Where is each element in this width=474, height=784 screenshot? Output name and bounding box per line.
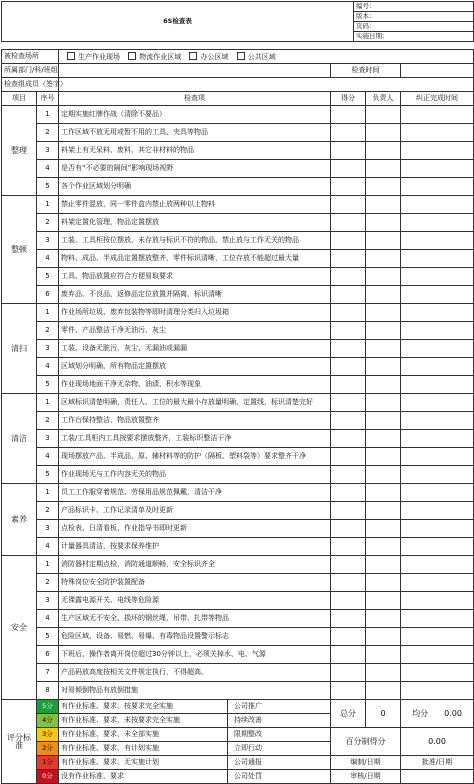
score-level-desc <box>59 742 331 756</box>
deadline-cell[interactable] <box>401 646 474 664</box>
checklist-row <box>2 430 474 448</box>
deadline-cell[interactable] <box>401 448 474 466</box>
checklist-row <box>2 682 474 700</box>
checklist-row <box>2 232 474 250</box>
row-number: 2 <box>37 214 59 232</box>
checklist-row <box>2 178 474 196</box>
score-level-desc <box>59 770 331 784</box>
row-item-text: 生产区域无不安全、损坏的钢丝绳、吊带、扎带等物品 <box>59 610 331 628</box>
row-number: 4 <box>37 610 59 628</box>
checklist-row <box>2 664 474 682</box>
row-item-text: 消防器材定期点检，消防通道顺畅，安全标识齐全 <box>59 556 331 574</box>
sheet-header <box>1 1 474 42</box>
checklist-row <box>2 538 474 556</box>
row-number: 4 <box>37 160 59 178</box>
checklist-row <box>2 268 474 286</box>
checklist-row <box>2 250 474 268</box>
score-cell[interactable] <box>331 538 366 556</box>
deadline-cell[interactable] <box>401 340 474 358</box>
row-number: 5 <box>37 628 59 646</box>
score-cell[interactable] <box>331 250 366 268</box>
area-option-label: 生产作业现场 <box>78 53 120 61</box>
score-level-value: 0分 <box>37 773 58 780</box>
score-cell[interactable] <box>331 628 366 646</box>
score-cell[interactable] <box>331 574 366 592</box>
score-level-badge <box>37 742 59 756</box>
row-item-text: 工装、工具柜按位摆放，未存放与标识不符的物品，禁止放与工作无关的物品 <box>59 232 331 250</box>
deadline-cell[interactable] <box>401 394 474 412</box>
score-cell[interactable] <box>331 502 366 520</box>
owner-cell[interactable] <box>366 142 401 160</box>
score-level-desc <box>59 756 331 770</box>
row-number: 2 <box>37 574 59 592</box>
score-cell[interactable] <box>331 556 366 574</box>
deadline-cell[interactable] <box>401 628 474 646</box>
row-item-text: 产品标识卡、工作记录清单及时更新 <box>59 502 331 520</box>
area-option-label: 公共区域 <box>247 53 276 61</box>
col-no: 序号 <box>37 92 59 106</box>
checklist-row <box>2 412 474 430</box>
owner-cell[interactable] <box>366 664 401 682</box>
score-level-text: 有作业标准、要求，未全部实施 <box>61 730 159 738</box>
score-level-text: 有作业标准、要求，有计划实施 <box>61 744 159 752</box>
row-item-text: 禁止零件混放，同一零件盒内禁止放两种以上物料 <box>59 196 331 214</box>
owner-cell[interactable] <box>366 304 401 322</box>
score-cell[interactable] <box>331 322 366 340</box>
row-item-text: 各个作业区域划分明确 <box>59 178 331 196</box>
section-name: 清洁 <box>2 394 37 484</box>
deadline-cell[interactable] <box>401 466 474 484</box>
checklist-row <box>2 484 474 502</box>
row-number: 2 <box>37 124 59 142</box>
row-item-text: 点检表、日清看板、作业指导书即时更新 <box>59 520 331 538</box>
deadline-cell[interactable] <box>401 682 474 700</box>
row-item-text: 作业现场无与工作内容无关的物品 <box>59 466 331 484</box>
row-item-text: 工作台保持整洁，物品放置整齐 <box>59 412 331 430</box>
row-item-text: 工装、设备无脏污，灰尘，无漏油或漏漏 <box>59 340 331 358</box>
col-item: 检查项 <box>59 92 331 106</box>
score-cell[interactable] <box>331 286 366 304</box>
row-number: 4 <box>37 358 59 376</box>
deadline-cell[interactable] <box>401 268 474 286</box>
scoring-row <box>2 770 474 784</box>
deadline-cell[interactable] <box>401 124 474 142</box>
row-number: 2 <box>37 322 59 340</box>
score-cell[interactable] <box>331 664 366 682</box>
row-item-text: 作业现场地面干净无杂物、油渍、积水等现象 <box>59 376 331 394</box>
score-cell[interactable] <box>331 358 366 376</box>
row-item-text: 作业场所垃圾、废弃包装物等即时清理分类归入垃圾箱 <box>59 304 331 322</box>
checklist-row <box>2 124 474 142</box>
score-level-value: 5分 <box>37 703 58 710</box>
checkbox-area-office[interactable] <box>189 52 197 60</box>
score-level-text: 有作业标准、要求，无实施计划 <box>61 758 159 766</box>
score-cell[interactable] <box>331 340 366 358</box>
row-number: 5 <box>37 376 59 394</box>
time-label: 检查时间 <box>331 64 401 78</box>
score-cell[interactable] <box>331 466 366 484</box>
row-number: 5 <box>37 268 59 286</box>
members-label: 检查组成员（签字） <box>2 78 59 92</box>
owner-cell[interactable] <box>366 232 401 250</box>
row-item-text: 危险区域、设备、易燃、易爆、有毒物品设置警示标志 <box>59 628 331 646</box>
checklist-row <box>2 304 474 322</box>
dept-label: 所属部门/科/班组 <box>2 64 59 78</box>
owner-cell[interactable] <box>366 412 401 430</box>
meta-version: 版本： <box>354 12 474 22</box>
score-level-value: 3分 <box>37 731 58 738</box>
checklist-row <box>2 502 474 520</box>
owner-cell[interactable] <box>366 340 401 358</box>
owner-cell[interactable] <box>366 268 401 286</box>
score-cell[interactable] <box>331 304 366 322</box>
score-cell[interactable] <box>331 214 366 232</box>
owner-cell[interactable] <box>366 286 401 304</box>
row-number: 3 <box>37 340 59 358</box>
score-level-desc <box>59 700 331 714</box>
score-cell[interactable] <box>331 412 366 430</box>
scoring-label: 评分标准 <box>2 700 37 784</box>
prepared-label: 编制/日期 <box>331 756 401 770</box>
checklist-row <box>2 376 474 394</box>
total-label: 总分 <box>331 700 366 728</box>
deadline-cell[interactable] <box>401 214 474 232</box>
deadline-cell[interactable] <box>401 250 474 268</box>
score-cell[interactable] <box>331 106 366 124</box>
row-item-text: 废弃品、不良品，返修品定位放置并隔离，标识清晰 <box>59 286 331 304</box>
row-item-text: 是否有“不必要的隔间”影响现场视野 <box>59 160 331 178</box>
score-level-value: 4分 <box>37 717 58 724</box>
score-level-badge <box>37 700 59 714</box>
section-name: 整顿 <box>2 196 37 304</box>
deadline-cell[interactable] <box>401 196 474 214</box>
score-level-text: 没有作业标准、要求 <box>61 772 124 780</box>
deadline-cell[interactable] <box>401 358 474 376</box>
score-level-result: 公司推广 <box>227 700 332 713</box>
deadline-cell[interactable] <box>401 286 474 304</box>
row-number: 5 <box>37 466 59 484</box>
row-item-text: 现场摆放产品、半成品、原、辅材料等的防护（隔板、塑料袋等）要求整齐干净 <box>59 448 331 466</box>
row-item-text: 物料、成品、半成品定置摆放整齐，零件标识清晰，工位存放不能超过最大量 <box>59 250 331 268</box>
deadline-cell[interactable] <box>401 412 474 430</box>
deadline-cell[interactable] <box>401 664 474 682</box>
score-level-text: 有作业标准、要求，未按要求完全实施 <box>61 716 180 724</box>
deadline-cell[interactable] <box>401 574 474 592</box>
score-cell[interactable] <box>331 520 366 538</box>
owner-cell[interactable] <box>366 538 401 556</box>
score-cell[interactable] <box>331 142 366 160</box>
approved-label: 批准/日期 <box>401 756 474 770</box>
owner-cell[interactable] <box>366 520 401 538</box>
checklist-row <box>2 466 474 484</box>
checklist-row <box>2 394 474 412</box>
score-level-desc <box>59 714 331 728</box>
owner-cell[interactable] <box>366 394 401 412</box>
row-number: 5 <box>37 178 59 196</box>
row-number: 1 <box>37 484 59 502</box>
owner-cell[interactable] <box>366 376 401 394</box>
score-level-result: 限期整改 <box>227 728 332 741</box>
checklist-row <box>2 214 474 232</box>
row-number: 1 <box>37 556 59 574</box>
row-item-text: 区域标识清楚明确，责任人、工位的最大最小存放量明确，定置线，标识清楚完好 <box>59 394 331 412</box>
score-cell[interactable] <box>331 268 366 286</box>
section-name: 素养 <box>2 484 37 556</box>
col-score: 得分 <box>331 92 366 106</box>
row-number: 7 <box>37 664 59 682</box>
checklist-row <box>2 106 474 124</box>
checklist-row <box>2 160 474 178</box>
score-level-value: 2分 <box>37 745 58 752</box>
row-number: 4 <box>37 448 59 466</box>
col-owner: 负责人 <box>366 92 401 106</box>
score-cell[interactable] <box>331 592 366 610</box>
score-cell[interactable] <box>331 394 366 412</box>
total-value: 0 <box>366 700 401 728</box>
owner-cell[interactable] <box>366 610 401 628</box>
avg-label: 均分 <box>412 708 429 718</box>
owner-cell[interactable] <box>366 250 401 268</box>
score-cell[interactable] <box>331 160 366 178</box>
row-item-text: 产品码放高度按相关文件规定执行，不得超高。 <box>59 664 331 682</box>
row-number: 8 <box>37 682 59 700</box>
row-number: 4 <box>37 250 59 268</box>
avg-cell <box>401 700 474 728</box>
row-number: 1 <box>37 196 59 214</box>
row-number: 1 <box>37 394 59 412</box>
review-label: 审核/日期 <box>331 770 401 784</box>
deadline-cell[interactable] <box>401 142 474 160</box>
checklist-row <box>2 358 474 376</box>
owner-cell[interactable] <box>366 682 401 700</box>
deadline-cell[interactable] <box>401 322 474 340</box>
deadline-cell[interactable] <box>401 610 474 628</box>
score-cell[interactable] <box>331 376 366 394</box>
score-level-badge <box>37 756 59 770</box>
row-item-text: 区域划分明确，所有物品定置摆放 <box>59 358 331 376</box>
area-label: 被检查场所 <box>2 50 59 64</box>
row-number: 2 <box>37 412 59 430</box>
section-name: 清扫 <box>2 304 37 394</box>
checklist-row <box>2 646 474 664</box>
avg-value: 0.00 <box>444 708 462 718</box>
checklist-row <box>2 628 474 646</box>
row-number: 4 <box>37 538 59 556</box>
deadline-cell[interactable] <box>401 430 474 448</box>
row-number: 3 <box>37 232 59 250</box>
score-level-result: 公司处罚 <box>227 770 332 783</box>
row-item-text: 无裸露电源开关、电线等危险源 <box>59 592 331 610</box>
deadline-cell[interactable] <box>401 520 474 538</box>
owner-cell[interactable] <box>366 358 401 376</box>
checklist-row <box>2 592 474 610</box>
time-field[interactable] <box>401 64 474 78</box>
deadline-cell[interactable] <box>401 538 474 556</box>
owner-cell[interactable] <box>366 502 401 520</box>
section-name: 整理 <box>2 106 37 196</box>
row-item-text: 料架上有无呆料、废料、其它非材料的物品 <box>59 142 331 160</box>
checklist-row <box>2 448 474 466</box>
checklist-row <box>2 340 474 358</box>
score-level-result: 公司通报 <box>227 756 332 769</box>
row-item-text: 下班后，操作者离开岗位超过30分钟以上，必须关掉水、电、气源 <box>59 646 331 664</box>
owner-cell[interactable] <box>366 322 401 340</box>
checklist-table <box>1 49 474 784</box>
score-level-value: 1分 <box>37 759 58 766</box>
col-deadline: 纠正完成时间 <box>401 92 474 106</box>
hundred-label: 百分制得分 <box>331 728 401 756</box>
row-item-text: 计量器具清洁，按要求保养维护 <box>59 538 331 556</box>
checklist-row <box>2 142 474 160</box>
meta-doc-no: 编号： <box>354 2 474 12</box>
row-number: 2 <box>37 502 59 520</box>
owner-cell[interactable] <box>366 448 401 466</box>
deadline-cell[interactable] <box>401 232 474 250</box>
owner-cell[interactable] <box>366 646 401 664</box>
score-cell[interactable] <box>331 610 366 628</box>
row-number: 1 <box>37 304 59 322</box>
members-field[interactable] <box>59 78 474 92</box>
approved-signature-field[interactable] <box>401 770 474 784</box>
owner-cell[interactable] <box>366 214 401 232</box>
deadline-cell[interactable] <box>401 304 474 322</box>
score-cell[interactable] <box>331 682 366 700</box>
owner-cell[interactable] <box>366 430 401 448</box>
owner-cell[interactable] <box>366 556 401 574</box>
row-number: 3 <box>37 520 59 538</box>
score-level-desc <box>59 728 331 742</box>
row-item-text: 特殊岗位安全防护装置配备 <box>59 574 331 592</box>
score-cell[interactable] <box>331 646 366 664</box>
deadline-cell[interactable] <box>401 484 474 502</box>
col-category: 项目 <box>2 92 37 106</box>
score-cell[interactable] <box>331 196 366 214</box>
score-cell[interactable] <box>331 124 366 142</box>
owner-cell[interactable] <box>366 196 401 214</box>
row-number: 6 <box>37 286 59 304</box>
area-options <box>59 50 474 64</box>
score-level-badge <box>37 728 59 742</box>
checklist-row <box>2 610 474 628</box>
deadline-cell[interactable] <box>401 592 474 610</box>
row-number: 6 <box>37 646 59 664</box>
owner-cell[interactable] <box>366 124 401 142</box>
score-cell[interactable] <box>331 448 366 466</box>
checkbox-area-production[interactable] <box>67 52 75 60</box>
sheet-title: 6S检查表 <box>2 2 354 42</box>
score-level-result: 立即行动 <box>227 742 332 755</box>
owner-cell[interactable] <box>366 466 401 484</box>
row-number: 3 <box>37 142 59 160</box>
row-number: 1 <box>37 106 59 124</box>
deadline-cell[interactable] <box>401 160 474 178</box>
checkbox-area-logistics[interactable] <box>128 52 136 60</box>
score-level-badge <box>37 714 59 728</box>
area-option-label: 办公区域 <box>200 53 229 61</box>
owner-cell[interactable] <box>366 160 401 178</box>
row-number: 3 <box>37 430 59 448</box>
score-cell[interactable] <box>331 178 366 196</box>
owner-cell[interactable] <box>366 592 401 610</box>
score-cell[interactable] <box>331 484 366 502</box>
checklist-row <box>2 556 474 574</box>
row-item-text: 工装/工具柜内工具按要求摆放整齐，工装标识整洁干净 <box>59 430 331 448</box>
score-level-result: 持续改善 <box>227 714 332 727</box>
row-item-text: 工具、物品放置应符合方便易取要求 <box>59 268 331 286</box>
dept-field[interactable] <box>59 64 331 78</box>
scoring-row <box>2 756 474 770</box>
owner-cell[interactable] <box>366 106 401 124</box>
score-cell[interactable] <box>331 232 366 250</box>
row-item-text: 零件、产品整洁干净无油污、灰尘 <box>59 322 331 340</box>
checkbox-area-public[interactable] <box>237 52 245 60</box>
score-level-text: 有作业标准、要求，按要求完全实施 <box>61 702 173 710</box>
deadline-cell[interactable] <box>401 376 474 394</box>
deadline-cell[interactable] <box>401 178 474 196</box>
deadline-cell[interactable] <box>401 502 474 520</box>
score-level-badge <box>37 770 59 784</box>
owner-cell[interactable] <box>366 628 401 646</box>
scoring-row <box>2 700 474 714</box>
owner-cell[interactable] <box>366 484 401 502</box>
row-item-text: 料架定置化管理，物品定置摆放 <box>59 214 331 232</box>
hundred-value: 0.00 <box>401 728 474 756</box>
row-item-text: 工作区域不放无用或暂不用的工具、夹具等物品 <box>59 124 331 142</box>
deadline-cell[interactable] <box>401 556 474 574</box>
checklist-row <box>2 520 474 538</box>
checklist-row <box>2 574 474 592</box>
row-item-text: 员工工作服穿着规范、劳保用品规范佩戴，清洁干净 <box>59 484 331 502</box>
row-item-text: 对易倾倒物品有放倒措施 <box>59 682 331 700</box>
checklist-row <box>2 322 474 340</box>
score-cell[interactable] <box>331 430 366 448</box>
owner-cell[interactable] <box>366 574 401 592</box>
row-number: 3 <box>37 592 59 610</box>
checklist-row <box>2 286 474 304</box>
area-option-label: 物流作业区域 <box>139 53 182 61</box>
meta-date: 实施日期： <box>354 32 474 42</box>
scoring-row <box>2 728 474 742</box>
section-name: 安全 <box>2 556 37 700</box>
owner-cell[interactable] <box>366 178 401 196</box>
row-item-text: 定期实施红牌作战（清除不要品） <box>59 106 331 124</box>
checklist-row <box>2 196 474 214</box>
meta-page: 页码： <box>354 22 474 32</box>
deadline-cell[interactable] <box>401 106 474 124</box>
